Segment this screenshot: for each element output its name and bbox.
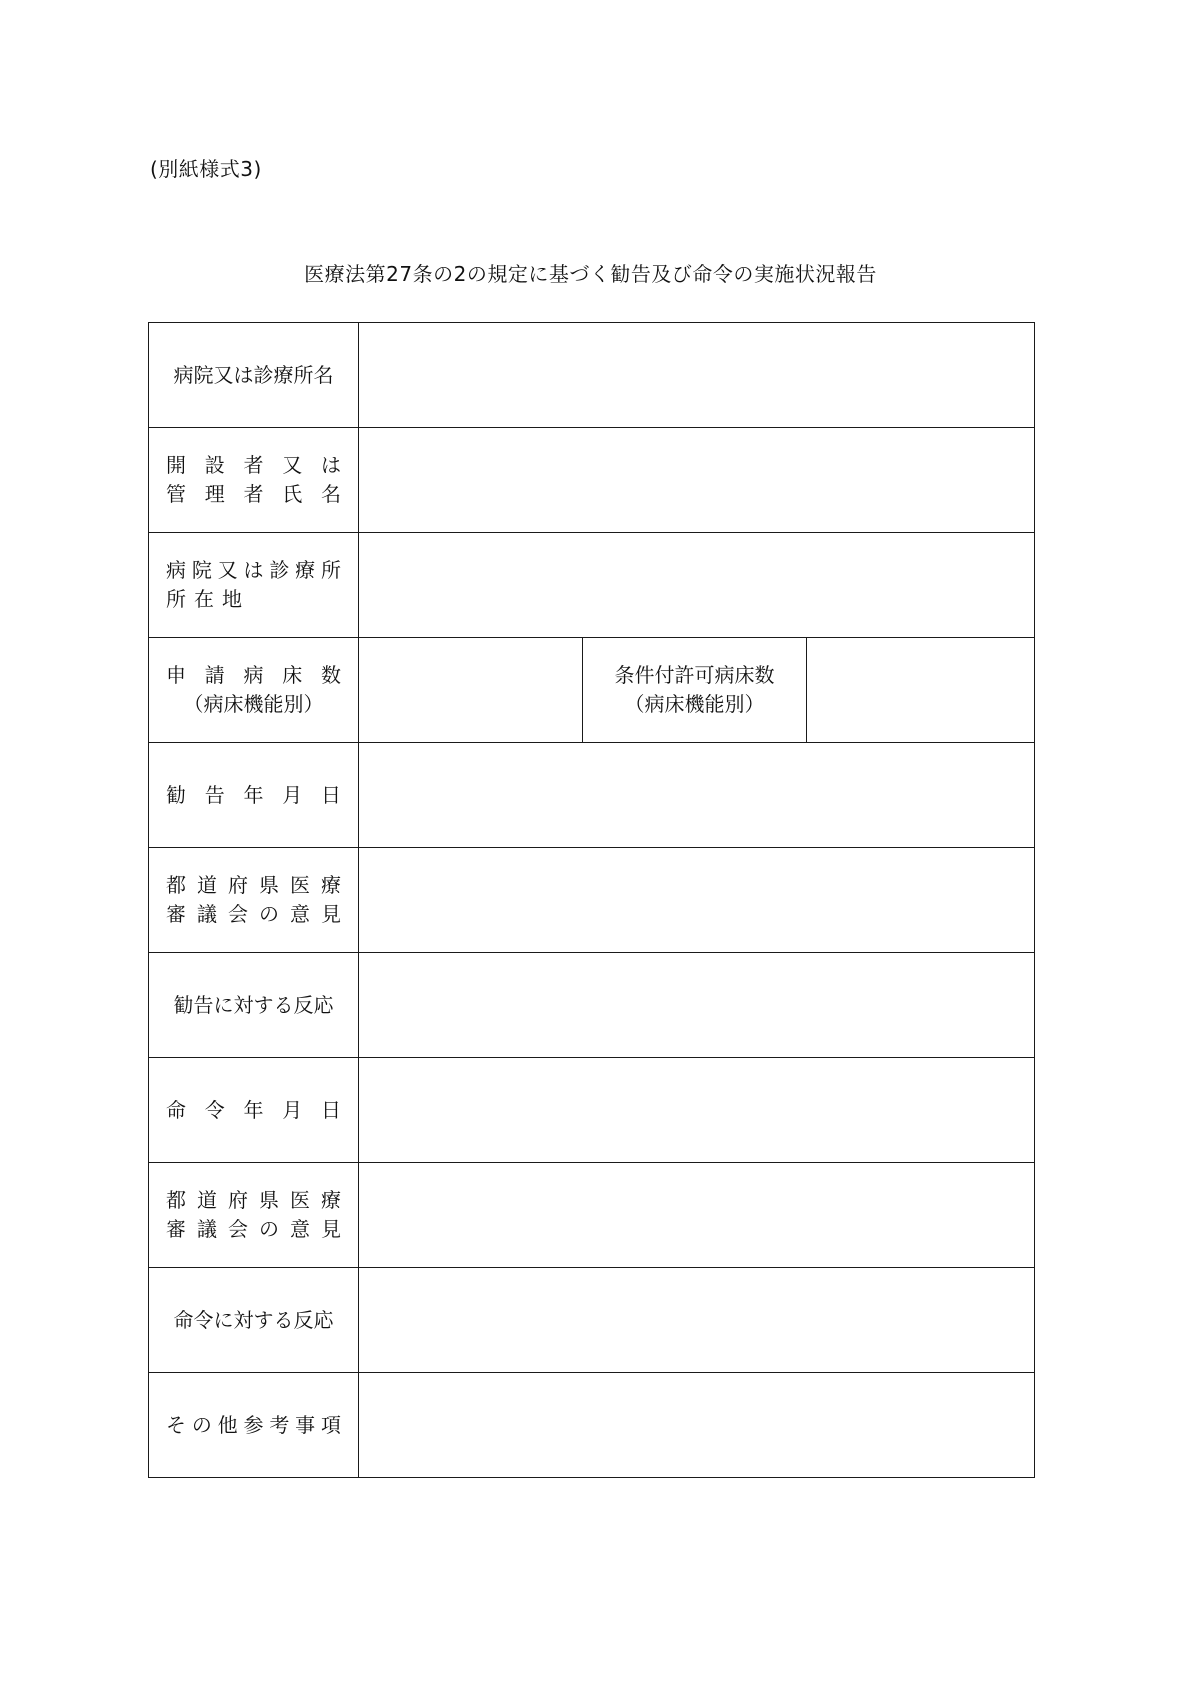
label-founder-manager xyxy=(149,428,359,533)
field-requested-beds[interactable] xyxy=(359,638,583,743)
label-text: 勧告に対する反応 xyxy=(173,992,334,1017)
row-recommendation-date xyxy=(149,743,1035,848)
label-text-line-1: 病 院 又 は 診 療 所 xyxy=(166,558,341,582)
label-recommendation-date xyxy=(149,743,359,848)
label-text: 命 令 年 月 日 xyxy=(166,1097,341,1122)
label-requested-beds xyxy=(149,638,359,743)
row-order-date xyxy=(149,1058,1035,1163)
row-order-response xyxy=(149,1268,1035,1373)
label-text-line-1: 条件付許可病床数 xyxy=(614,663,775,687)
field-order-response[interactable] xyxy=(359,1268,1035,1373)
label-conditional-beds xyxy=(583,638,807,743)
row-facility-name xyxy=(149,323,1035,428)
label-facility-name xyxy=(149,323,359,428)
field-council-opinion-recommendation[interactable] xyxy=(359,848,1035,953)
row-other-notes xyxy=(149,1373,1035,1478)
label-text-line-2: 管 理 者 氏 名 xyxy=(166,482,341,506)
label-council-opinion xyxy=(149,848,359,953)
row-recommendation-response xyxy=(149,953,1035,1058)
label-text: そ の 他 参 考 事 項 xyxy=(166,1412,341,1437)
label-text-line-1: 申 請 病 床 数 xyxy=(166,663,341,687)
row-bed-counts xyxy=(149,638,1035,743)
row-founder-manager xyxy=(149,428,1035,533)
label-text-line-2: （病床機能別） xyxy=(624,692,765,716)
label-recommendation-response xyxy=(149,953,359,1058)
label-text: 勧 告 年 月 日 xyxy=(166,782,341,807)
field-location[interactable] xyxy=(359,533,1035,638)
label-text-line-2: 審 議 会 の 意 見 xyxy=(166,1217,341,1241)
document-title: 医療法第27条の2の規定に基づく勧告及び命令の実施状況報告 xyxy=(304,262,877,286)
field-recommendation-response[interactable] xyxy=(359,953,1035,1058)
label-other-notes xyxy=(149,1373,359,1478)
form-number: (別紙様式3) xyxy=(150,157,262,181)
field-other-notes[interactable] xyxy=(359,1373,1035,1478)
label-text-line-2: 所在地 xyxy=(166,587,250,611)
field-order-date[interactable] xyxy=(359,1058,1035,1163)
field-facility-name[interactable] xyxy=(359,323,1035,428)
label-location xyxy=(149,533,359,638)
label-order-response xyxy=(149,1268,359,1373)
label-text-line-2: （病床機能別） xyxy=(183,692,324,716)
label-text: 病院又は診療所名 xyxy=(173,362,334,387)
row-location xyxy=(149,533,1035,638)
report-form-table xyxy=(148,322,1035,1478)
label-text-line-1: 都 道 府 県 医 療 xyxy=(166,1188,341,1212)
field-recommendation-date[interactable] xyxy=(359,743,1035,848)
label-council-opinion xyxy=(149,1163,359,1268)
label-text-line-1: 開 設 者 又 は xyxy=(166,453,341,477)
field-council-opinion-order[interactable] xyxy=(359,1163,1035,1268)
field-founder-manager[interactable] xyxy=(359,428,1035,533)
label-text-line-2: 審 議 会 の 意 見 xyxy=(166,902,341,926)
row-council-opinion-recommendation xyxy=(149,848,1035,953)
label-order-date xyxy=(149,1058,359,1163)
row-council-opinion-order xyxy=(149,1163,1035,1268)
label-text: 命令に対する反応 xyxy=(173,1307,334,1332)
label-text-line-1: 都 道 府 県 医 療 xyxy=(166,873,341,897)
field-conditional-beds[interactable] xyxy=(807,638,1035,743)
